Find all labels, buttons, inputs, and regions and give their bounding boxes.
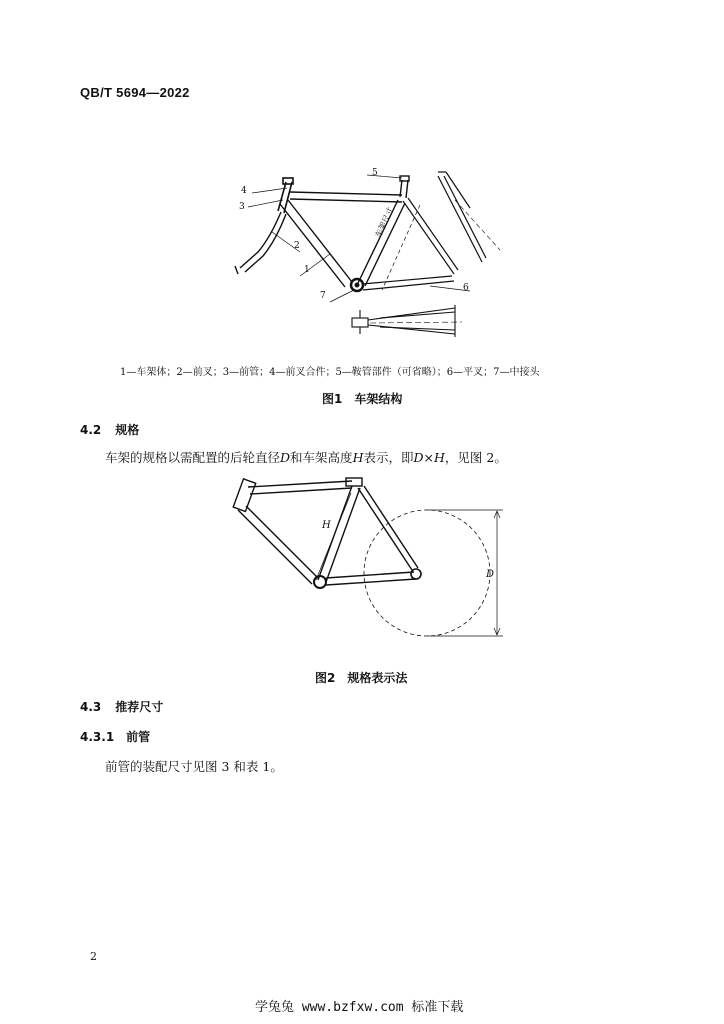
section-title: 推荐尺寸 xyxy=(115,700,164,714)
section-4-3-heading xyxy=(80,698,163,715)
label-D: D xyxy=(486,569,495,580)
var-D: D xyxy=(280,450,291,465)
var-DxH: D×H xyxy=(413,450,445,465)
figure-1-legend: 1—车架体；2—前叉；3—前管；4—前叉合件；5—鞍管部件（可省略）；6—平叉；7—中接头 xyxy=(120,367,540,378)
section-4-3-1-paragraph: 前管的装配尺寸见图 3 和表 1。 xyxy=(105,759,283,774)
label-6: 6 xyxy=(463,283,469,293)
label-2: 2 xyxy=(294,241,300,251)
label-1: 1 xyxy=(304,265,310,275)
footer-watermark: 学兔兔 www.bzfxw.com 标准下载 xyxy=(255,1000,464,1015)
frame-size-label: 车架尺寸 xyxy=(373,206,396,239)
section-4-3-1-heading xyxy=(80,728,150,745)
figure-2-caption: 图2 规格表示法 xyxy=(315,671,408,685)
label-4: 4 xyxy=(241,186,247,196)
section-number: 4.3 xyxy=(80,700,102,714)
page-number: 2 xyxy=(90,950,97,963)
rear-wheel-circle xyxy=(364,510,490,636)
section-title: 规格 xyxy=(115,423,140,437)
figure-2-frame xyxy=(233,478,418,585)
label-3: 3 xyxy=(239,202,245,212)
label-5: 5 xyxy=(372,168,378,178)
label-7: 7 xyxy=(320,291,326,301)
section-title: 前管 xyxy=(126,730,151,744)
bottom-bracket xyxy=(314,576,326,588)
section-4-2-paragraph: 车架的规格以需配置的后轮直径D和车架高度H表示，即D×H，见图 2。 xyxy=(105,450,507,465)
standard-code: QB/T 5694—2022 xyxy=(80,85,190,100)
section-number: 4.2 xyxy=(80,423,102,437)
figure-1-caption: 图1 车架结构 xyxy=(322,392,403,406)
section-number: 4.3.1 xyxy=(80,730,115,744)
var-H: H xyxy=(352,450,364,465)
label-H: H xyxy=(322,520,331,531)
